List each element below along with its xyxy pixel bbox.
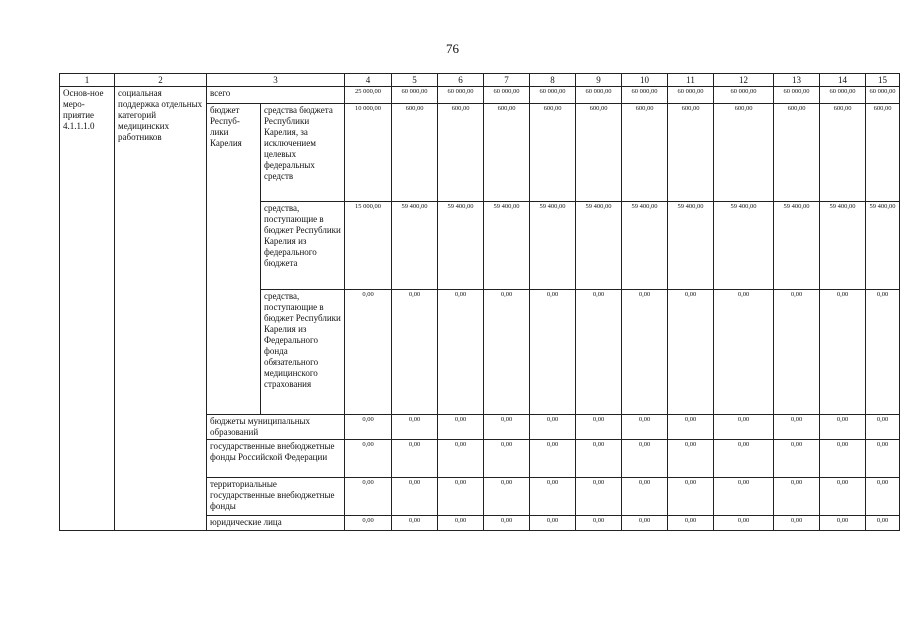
value-text: 0,00 [638, 291, 651, 298]
value-cell [714, 440, 774, 478]
value-text: 0,00 [876, 517, 889, 524]
value-cell [576, 516, 622, 531]
value-cell [774, 290, 820, 415]
value-text: 59 400,00 [447, 203, 474, 210]
funding-source-label: всего [207, 87, 345, 104]
header-cell: 5 [392, 74, 438, 87]
value-text: 0,00 [737, 416, 750, 423]
value-cell [774, 87, 820, 104]
header-cell: 12 [714, 74, 774, 87]
value-cell [438, 87, 484, 104]
header-cell: 13 [774, 74, 820, 87]
value-cell [622, 440, 668, 478]
header-cell: 11 [668, 74, 714, 87]
value-text: 60 000,00 [677, 88, 704, 95]
value-cell [714, 478, 774, 516]
value-cell [576, 104, 622, 202]
value-cell [866, 516, 900, 531]
value-text: 0,00 [684, 441, 697, 448]
value-text: 0,00 [362, 291, 374, 298]
funding-source-label: государственные внебюджетные фонды Российской Федерации [207, 440, 345, 478]
value-cell [714, 202, 774, 290]
funding-source-label: юридические лица [207, 516, 345, 531]
value-cell [438, 290, 484, 415]
value-text: 0,00 [362, 517, 374, 524]
value-cell [438, 478, 484, 516]
value-cell [820, 104, 866, 202]
value-text: 0,00 [408, 441, 421, 448]
value-text: 600,00 [589, 105, 608, 112]
value-text: 60 000,00 [585, 88, 612, 95]
value-text: 600,00 [451, 105, 470, 112]
value-cell [622, 415, 668, 440]
value-cell [392, 440, 438, 478]
value-cell [622, 290, 668, 415]
value-text: 0,00 [638, 416, 651, 423]
value-text: 59 400,00 [869, 203, 896, 210]
value-text: 0,00 [790, 416, 803, 423]
value-text: 0,00 [836, 441, 849, 448]
value-cell [392, 202, 438, 290]
value-cell [530, 415, 576, 440]
value-text: 0,00 [876, 479, 889, 486]
value-text: 600,00 [873, 105, 892, 112]
value-cell [820, 87, 866, 104]
value-cell [622, 478, 668, 516]
value-text: 0,00 [638, 441, 651, 448]
value-text: 0,00 [836, 291, 849, 298]
page-number: 76 [446, 41, 459, 56]
header-cell: 1 [60, 74, 115, 87]
value-text: 0,00 [737, 517, 750, 524]
value-text: 0,00 [836, 416, 849, 423]
value-cell [714, 516, 774, 531]
value-cell [820, 516, 866, 531]
value-text: 0,00 [876, 441, 889, 448]
value-cell [392, 415, 438, 440]
value-text: 0,00 [362, 416, 374, 423]
value-cell [866, 87, 900, 104]
value-text: 60 000,00 [730, 88, 757, 95]
value-text: 0,00 [546, 441, 559, 448]
value-text: 59 400,00 [539, 203, 566, 210]
value-text: 59 400,00 [631, 203, 658, 210]
value-cell [530, 290, 576, 415]
header-cell: 8 [530, 74, 576, 87]
value-text: 0,00 [790, 517, 803, 524]
value-text: 600,00 [734, 105, 753, 112]
value-cell [668, 290, 714, 415]
value-text: 0,00 [592, 441, 605, 448]
funding-source-label: бюджеты муниципальных образований [207, 415, 345, 440]
value-text: 0,00 [592, 291, 605, 298]
value-cell [774, 415, 820, 440]
value-text: 60 000,00 [401, 88, 428, 95]
funding-source-label: средства, поступающие в бюджет Республики Карелия из Федерального фонда обязательного медицинского страхования [261, 290, 345, 415]
value-text: 59 400,00 [585, 203, 612, 210]
value-text: 600,00 [833, 105, 852, 112]
value-cell [668, 478, 714, 516]
value-cell [576, 290, 622, 415]
value-cell [576, 440, 622, 478]
value-cell [820, 290, 866, 415]
value-cell [345, 516, 392, 531]
value-cell [668, 415, 714, 440]
value-text: 0,00 [454, 517, 467, 524]
header-cell: 4 [345, 74, 392, 87]
funding-table [59, 73, 900, 531]
value-text: 60 000,00 [783, 88, 810, 95]
value-text: 59 400,00 [730, 203, 757, 210]
value-text: 0,00 [408, 291, 421, 298]
value-cell [345, 290, 392, 415]
value-text: 0,00 [362, 441, 374, 448]
value-text: 0,00 [790, 441, 803, 448]
value-text: 0,00 [454, 291, 467, 298]
value-text: 59 400,00 [677, 203, 704, 210]
value-text: 0,00 [684, 416, 697, 423]
funding-source-label: территориальные государственные внебюджетные фонды [207, 478, 345, 516]
header-cell: 3 [207, 74, 345, 87]
value-cell [576, 415, 622, 440]
value-cell [668, 440, 714, 478]
value-cell [530, 87, 576, 104]
value-cell [668, 104, 714, 202]
value-text: 0,00 [592, 479, 605, 486]
value-text: 0,00 [876, 291, 889, 298]
value-cell [622, 202, 668, 290]
value-cell [820, 415, 866, 440]
value-cell [530, 478, 576, 516]
value-text: 0,00 [546, 291, 559, 298]
value-text: 15 000,00 [355, 203, 381, 210]
value-cell [820, 202, 866, 290]
value-cell [668, 516, 714, 531]
value-cell [774, 202, 820, 290]
value-cell [820, 478, 866, 516]
header-cell: 6 [438, 74, 484, 87]
value-cell [622, 104, 668, 202]
value-text: 0,00 [592, 416, 605, 423]
value-cell [576, 478, 622, 516]
value-text: 0,00 [790, 479, 803, 486]
value-cell [866, 415, 900, 440]
value-cell [345, 415, 392, 440]
table-row [60, 87, 900, 104]
event-code-cell: Основ-ное меро-приятие 4.1.1.1.0 [60, 87, 115, 531]
value-text: 0,00 [737, 479, 750, 486]
value-cell [484, 104, 530, 202]
value-cell [345, 478, 392, 516]
value-cell [484, 290, 530, 415]
funding-source-label: средства бюджета Республики Карелия, за исключением целевых федеральных средств [261, 104, 345, 202]
value-text: 59 400,00 [401, 203, 428, 210]
value-text: 600,00 [497, 105, 516, 112]
value-cell [714, 104, 774, 202]
value-cell [622, 516, 668, 531]
value-text: 60 000,00 [869, 88, 896, 95]
value-cell [392, 290, 438, 415]
value-cell [345, 104, 392, 202]
funding-table-wrapper [59, 73, 899, 531]
value-cell [392, 87, 438, 104]
value-text: 0,00 [500, 291, 513, 298]
value-cell [576, 87, 622, 104]
value-cell [392, 104, 438, 202]
value-cell [484, 440, 530, 478]
value-text: 0,00 [362, 479, 374, 486]
header-cell: 9 [576, 74, 622, 87]
value-text: 60 000,00 [829, 88, 856, 95]
value-cell [438, 516, 484, 531]
value-cell [576, 202, 622, 290]
value-cell [668, 202, 714, 290]
value-text: 0,00 [500, 479, 513, 486]
value-text: 0,00 [454, 416, 467, 423]
value-text: 600,00 [681, 105, 700, 112]
header-cell: 2 [115, 74, 207, 87]
value-cell [866, 104, 900, 202]
header-cell: 14 [820, 74, 866, 87]
value-text: 0,00 [454, 441, 467, 448]
value-cell [345, 87, 392, 104]
value-text: 0,00 [408, 479, 421, 486]
value-text: 0,00 [500, 517, 513, 524]
value-cell [530, 516, 576, 531]
value-text: 0,00 [836, 517, 849, 524]
value-cell [866, 478, 900, 516]
value-text: 59 400,00 [829, 203, 856, 210]
value-text: 60 000,00 [447, 88, 474, 95]
value-cell [866, 290, 900, 415]
value-cell [714, 87, 774, 104]
value-cell [530, 202, 576, 290]
value-cell [438, 415, 484, 440]
value-text: 0,00 [408, 517, 421, 524]
value-cell [392, 516, 438, 531]
value-text: 600,00 [405, 105, 424, 112]
value-text: 0,00 [684, 291, 697, 298]
value-text: 60 000,00 [493, 88, 520, 95]
value-cell [484, 202, 530, 290]
value-cell [484, 87, 530, 104]
value-text: 600,00 [635, 105, 654, 112]
value-text: 0,00 [638, 517, 651, 524]
value-text: 0,00 [546, 479, 559, 486]
value-text: 0,00 [737, 441, 750, 448]
value-text: 25 000,00 [355, 88, 381, 95]
value-cell [714, 415, 774, 440]
value-cell [345, 202, 392, 290]
value-cell [392, 478, 438, 516]
value-text: 600,00 [543, 105, 562, 112]
funding-source-label: средства, поступающие в бюджет Республики Карелия из федерального бюджета [261, 202, 345, 290]
value-cell [484, 415, 530, 440]
event-name-cell: социальная поддержка отдельных категорий медицинских работников [115, 87, 207, 531]
value-cell [530, 104, 576, 202]
value-text: 0,00 [638, 479, 651, 486]
value-text: 0,00 [408, 416, 421, 423]
value-cell [774, 440, 820, 478]
value-text: 59 400,00 [783, 203, 810, 210]
value-cell [438, 104, 484, 202]
value-text: 60 000,00 [631, 88, 658, 95]
value-text: 0,00 [546, 517, 559, 524]
value-cell [774, 478, 820, 516]
value-text: 0,00 [876, 416, 889, 423]
value-text: 0,00 [684, 517, 697, 524]
value-cell [774, 104, 820, 202]
value-cell [530, 440, 576, 478]
value-cell [438, 440, 484, 478]
value-cell [484, 478, 530, 516]
value-text: 0,00 [790, 291, 803, 298]
header-cell: 7 [484, 74, 530, 87]
value-text: 0,00 [500, 416, 513, 423]
value-text: 0,00 [592, 517, 605, 524]
header-cell: 15 [866, 74, 900, 87]
value-text: 600,00 [787, 105, 806, 112]
value-cell [774, 516, 820, 531]
value-text: 0,00 [737, 291, 750, 298]
value-cell [820, 440, 866, 478]
value-cell [866, 440, 900, 478]
value-text: 10 000,00 [355, 105, 381, 112]
value-cell [668, 87, 714, 104]
value-cell [484, 516, 530, 531]
value-text: 0,00 [684, 479, 697, 486]
value-text: 0,00 [836, 479, 849, 486]
budget-group-cell: бюджет Респуб-лики Карелия [207, 104, 261, 415]
value-cell [622, 87, 668, 104]
value-text: 59 400,00 [493, 203, 520, 210]
value-text: 0,00 [500, 441, 513, 448]
header-cell: 10 [622, 74, 668, 87]
value-text: 60 000,00 [539, 88, 566, 95]
value-text: 0,00 [454, 479, 467, 486]
header-row [60, 74, 900, 87]
value-cell [714, 290, 774, 415]
value-cell [438, 202, 484, 290]
value-cell [866, 202, 900, 290]
value-cell [345, 440, 392, 478]
value-text: 0,00 [546, 416, 559, 423]
